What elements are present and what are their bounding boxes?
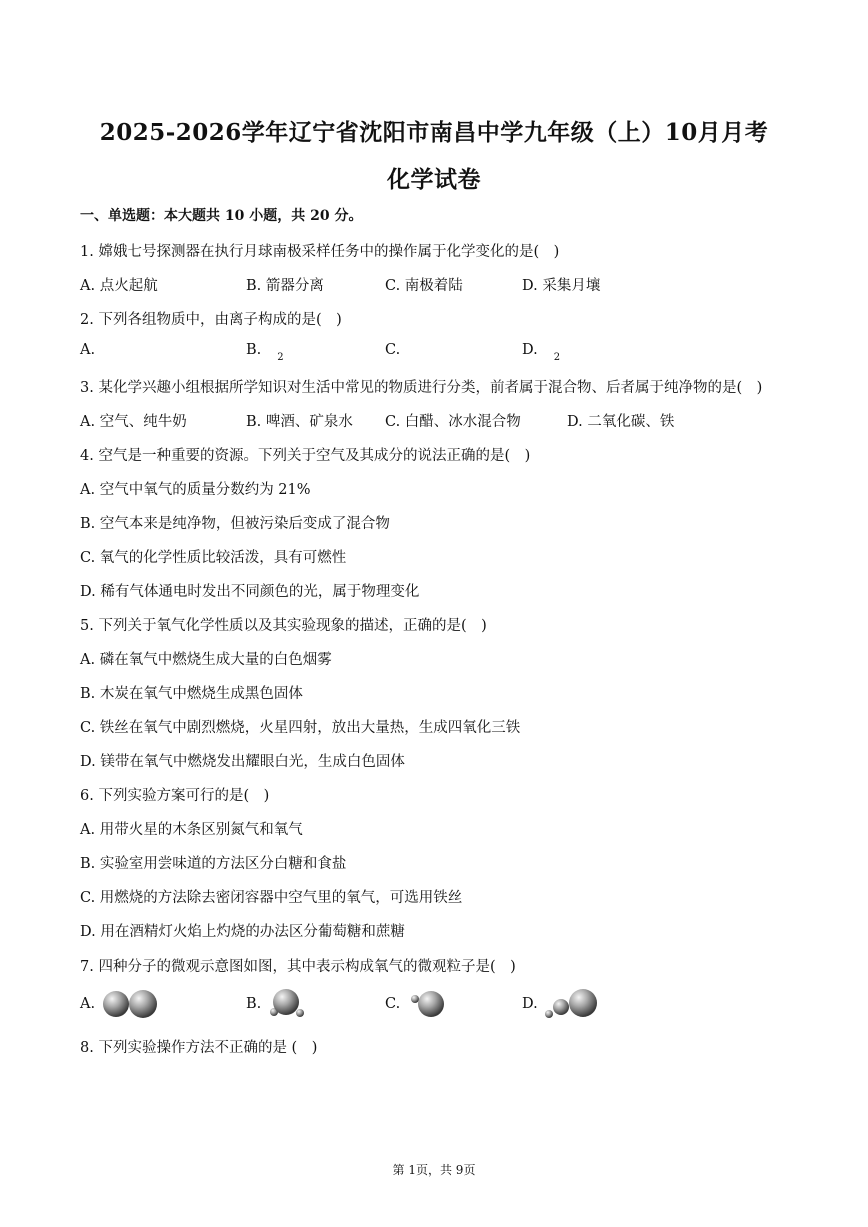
- question-2-option-a: A.: [80, 342, 96, 358]
- question-1-option-b: B. 箭器分离: [246, 278, 324, 294]
- question-2-option-d-subscript: 2: [553, 352, 561, 363]
- question-4-option-b: B. 空气本来是纯净物，但被污染后变成了混合物: [80, 516, 390, 532]
- question-5-option-a: A. 磷在氧气中燃烧生成大量的白色烟雾: [80, 652, 332, 668]
- question-2-option-d: D. $_2$: [522, 342, 561, 363]
- question-6-option-b: B. 实验室用尝味道的方法区分白糖和食盐: [80, 856, 347, 872]
- question-4-option-a: A. 空气中氧气的质量分数约为 21%: [80, 482, 311, 498]
- section-heading: 一、单选题：本大题共 10 小题，共 20 分。: [80, 208, 363, 224]
- question-3-option-c: C. 白醋、冰水混合物: [385, 414, 521, 430]
- question-4-option-c: C. 氧气的化学性质比较活泼，具有可燃性: [80, 550, 347, 566]
- question-7-stem: 7. 四种分子的微观示意图如图，其中表示构成氧气的微观粒子是( ): [80, 959, 516, 975]
- question-1-option-c: C. 南极着陆: [385, 278, 463, 294]
- exam-title-line1: 2025-2026学年辽宁省沈阳市南昌中学九年级（上）10月月考: [99, 119, 769, 146]
- exam-title-line2: 化学试卷: [387, 166, 481, 193]
- question-6-option-a: A. 用带火星的木条区别氮气和氧气: [80, 822, 303, 838]
- question-3-stem: 3. 某化学兴趣小组根据所学知识对生活中常见的物质进行分类，前者属于混合物、后者属于纯净物的是( ): [80, 380, 763, 396]
- question-1-option-a: A. 点火起航: [80, 278, 158, 294]
- question-5-stem: 5. 下列关于氧气化学性质以及其实验现象的描述，正确的是( ): [80, 618, 487, 634]
- question-2-option-b: B. $_2$: [246, 342, 284, 363]
- question-4-option-d: D. 稀有气体通电时发出不同颜色的光，属于物理变化: [80, 584, 420, 600]
- question-7-option-a: A.: [80, 996, 96, 1012]
- question-1-option-d: D. 采集月壤: [522, 278, 601, 294]
- question-1-stem: 1. 嫦娥七号探测器在执行月球南极采样任务中的操作属于化学变化的是( ): [80, 244, 560, 260]
- question-2-option-b-subscript: 2: [277, 352, 284, 363]
- question-2-option-c: C.: [385, 342, 401, 358]
- molecule-a-diagram: [100, 987, 162, 1021]
- question-8-stem: 8. 下列实验操作方法不正确的是 ( ): [80, 1040, 318, 1056]
- question-3-option-a: A. 空气、纯牛奶: [80, 414, 187, 430]
- question-3-option-d: D. 二氧化碳、铁: [567, 414, 675, 430]
- molecule-b-diagram: [266, 985, 310, 1021]
- question-7-option-c: C.: [385, 996, 401, 1012]
- question-3-option-b: B. 啤酒、矿泉水: [246, 414, 353, 430]
- question-6-stem: 6. 下列实验方案可行的是( ): [80, 788, 270, 804]
- question-7-option-d: D.: [522, 996, 538, 1012]
- question-2-stem: 2. 下列各组物质中，由离子构成的是( ): [80, 312, 342, 328]
- question-5-option-c: C. 铁丝在氧气中剧烈燃烧，火星四射，放出大量热，生成四氧化三铁: [80, 720, 521, 736]
- question-6-option-c: C. 用燃烧的方法除去密闭容器中空气里的氧气，可选用铁丝: [80, 890, 463, 906]
- question-5-option-d: D. 镁带在氧气中燃烧发出耀眼白光，生成白色固体: [80, 754, 405, 770]
- molecule-c-diagram: [404, 987, 448, 1021]
- question-4-stem: 4. 空气是一种重要的资源。下列关于空气及其成分的说法正确的是( ): [80, 448, 531, 464]
- molecule-d-diagram: [541, 987, 603, 1023]
- question-5-option-b: B. 木炭在氧气中燃烧生成黑色固体: [80, 686, 303, 702]
- page-number-footer: 第 1页，共 9页: [392, 1163, 476, 1177]
- question-7-option-b: B.: [246, 996, 262, 1012]
- question-6-option-d: D. 用在酒精灯火焰上灼烧的办法区分葡萄糖和蔗糖: [80, 924, 405, 940]
